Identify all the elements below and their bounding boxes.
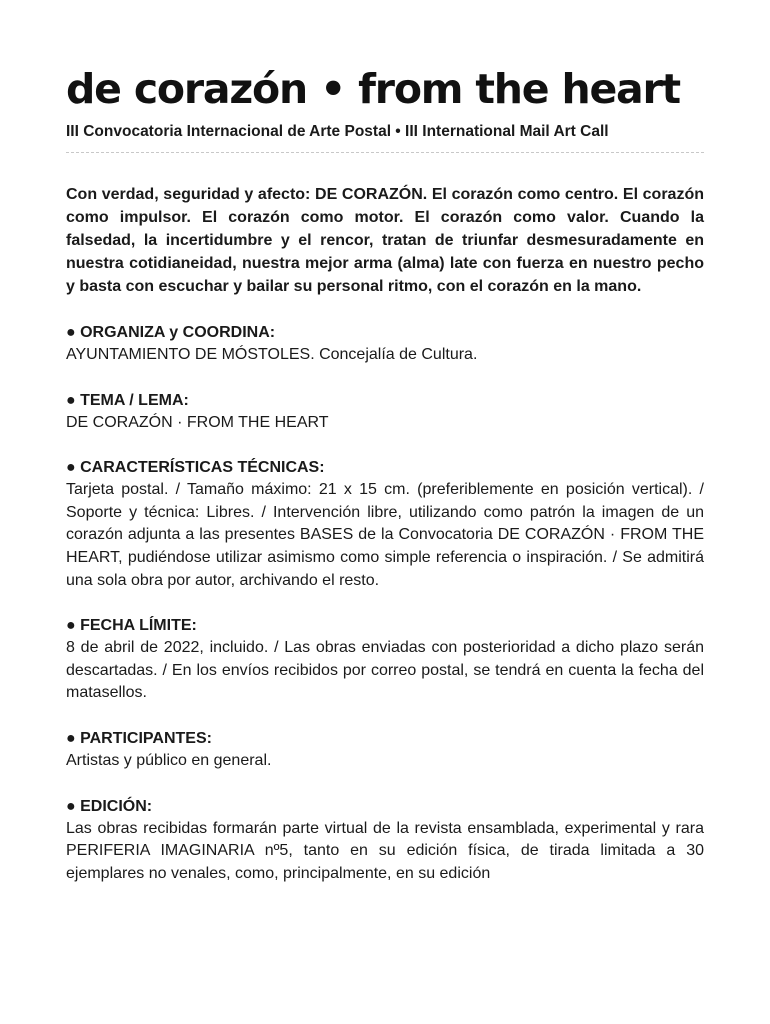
divider	[66, 152, 704, 153]
section-heading: ● CARACTERÍSTICAS TÉCNICAS:	[66, 459, 325, 477]
section-heading: ● EDICIÓN:	[66, 797, 153, 815]
section-body: Artistas y público en general.	[66, 751, 272, 769]
section-caracteristicas	[66, 456, 704, 592]
section-body: DE CORAZÓN · FROM THE HEART	[66, 413, 329, 431]
section-organiza	[66, 321, 704, 367]
section-body: Las obras recibidas formarán parte virtual de la revista ensamblada, experimental y rara PERIFERIA IMAGINARIA nº5, tanto en su edición física, de tirada limitada a 30 ejemplares no venales, como, principalmente, en su edición	[66, 819, 704, 882]
section-heading: ● TEMA / LEMA:	[66, 391, 189, 409]
document-page	[66, 64, 704, 885]
document-title: de corazón • from the heart	[66, 65, 680, 113]
section-heading: ● PARTICIPANTES:	[66, 729, 212, 747]
section-heading: ● ORGANIZA y COORDINA:	[66, 324, 276, 341]
section-body: 8 de abril de 2022, incluido. / Las obras enviadas con posterioridad a dicho plazo serán descartadas. / En los envíos recibidos por correo postal, se tendrá en cuenta la fecha del matasellos.	[66, 639, 704, 702]
section-tema	[66, 389, 704, 435]
section-body: AYUNTAMIENTO DE MÓSTOLES. Concejalía de Cultura.	[66, 346, 478, 363]
intro-paragraph: Con verdad, seguridad y afecto: DE CORAZÓN. El corazón como centro. El corazón como impulsor. El corazón como motor. El corazón como valor. Cuando la falsedad, la incertidumbre y el rencor, tratan de triunfar desmesuradamente en nuestra cotidianeidad, nuestra mejor arma (alma) late con fuerza en nuestro pecho y basta con escuchar y bailar su personal ritmo, con el corazón en la mano.	[66, 186, 704, 295]
section-fecha-limite	[66, 614, 704, 705]
section-participantes	[66, 727, 704, 773]
section-heading: ● FECHA LÍMITE:	[66, 617, 197, 635]
section-body: Tarjeta postal. / Tamaño máximo: 21 x 15 cm. (preferiblemente en posición vertical). / Soporte y técnica: Libres. / Intervención libre, utilizando como patrón la imagen de un corazón adjunta a las presentes BASES de la Convocatoria DE CORAZÓN · FROM THE HEART, pudiéndose utilizar asimismo como simple referencia o inspiración. / Se admitirá una sola obra por autor, archivando el resto.	[66, 481, 704, 589]
section-edicion	[66, 795, 704, 886]
document-subtitle: III Convocatoria Internacional de Arte Postal • III International Mail Art Call	[66, 123, 609, 140]
